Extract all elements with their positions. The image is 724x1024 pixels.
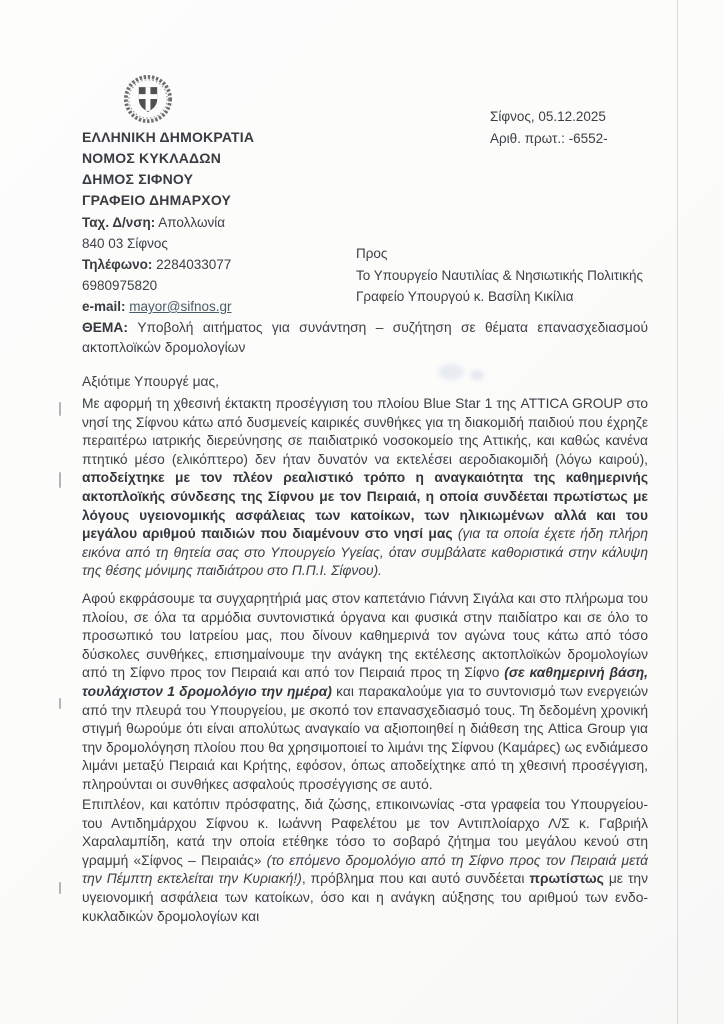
text-run: , πρόβλημα που και αυτό συνδέεται: [301, 871, 530, 887]
phone-value: 2284033077: [156, 257, 232, 272]
protocol-number: Αριθ. πρωτ.: -6552-: [490, 131, 608, 146]
org-line-office: ΓΡΑΦΕΙΟ ΔΗΜΑΡΧΟΥ: [82, 192, 232, 208]
subject-line: [82, 318, 648, 358]
body-paragraph-1: [82, 395, 648, 581]
to-label: Προς: [356, 246, 388, 261]
email-address: mayor@sifnos.gr: [129, 299, 232, 314]
org-line-republic: ΕΛΛΗΝΙΚΗ ΔΗΜΟΚΡΑΤΙΑ: [82, 129, 255, 145]
text-run: (το επόμενο δρομολόγιο από τη Σίφνο προς τον Πειραιά μετά την Πέμπτη εκτελείται την Κυριακή!): [82, 852, 648, 887]
sender-contact-block: [82, 212, 232, 317]
contact-address-line: [82, 212, 232, 233]
recipient-ministry: Το Υπουργείο Ναυτιλίας & Νησιωτικής Πολιτικής: [356, 267, 643, 283]
text-run: (σε καθημερινή βάση, τουλάχιστον 1 δρομολόγιο την ημέρα): [82, 665, 648, 699]
address-value: Απολλωνία: [158, 215, 226, 230]
contact-email-line: [82, 296, 232, 317]
sender-org-block: [82, 127, 254, 211]
text-run: αποδείχτηκε με τον πλέον ρεαλιστικό τρόπο η αναγκαιότητα της καθημερινής ακτοπλοϊκής σύνδεσης της Σίφνου με τον Πειραιά, η οποία συνδέεται πρωτίστως με λόγους υγειονομικής ασφάλειας των κατοίκων, των ηλικιωμένων αλλά και του μεγάλου αριθμού παιδιών που διαμένουν στο νησί μας: [82, 470, 648, 542]
scan-artifact: [59, 402, 61, 416]
phone-label: Τηλέφωνο:: [82, 257, 153, 272]
org-line-municipality: ΔΗΜΟΣ ΣΙΦΝΟΥ: [82, 171, 194, 187]
recipient-office: Γραφείο Υπουργού κ. Βασίλη Κικίλια: [356, 289, 574, 304]
salutation: Αξιότιμε Υπουργέ μας,: [82, 374, 220, 389]
recipient-block: [356, 243, 643, 308]
address-label: Ταχ. Δ/νση:: [82, 215, 156, 230]
place-date: Σίφνος, 05.12.2025: [490, 109, 606, 124]
org-line-prefecture: ΝΟΜΟΣ ΚΥΚΛΑΔΩΝ: [82, 150, 222, 166]
text-run: με την υγειονομική ασφάλεια των κατοίκων, όσο και η ανάγκη αύξησης του αριθμού των ενδο-κυκλαδικών δρομολογίων και: [82, 871, 648, 924]
text-run: πρωτίστως: [529, 871, 604, 887]
text-run: και παρακαλούμε για το συντονισμό των ενεργειών από την πλευρά του Υπουργείου, με σκοπό τον επανασχεδιασμό τους. Τη δεδομένη χρονική στιγμή θωρούμε ότι είναι απολύτως αναγκαίο να αξιοποιηθεί η διάθεση της Attica Group για την δρομολόγηση πλοίου που θα χρησιμοποιεί το λιμάνι της Σίφνου (Καμάρες) ως ενδιάμεσο λιμάνι μεταξύ Πειραιά και Κρήτης, εφόσον, όπως αποδείχτηκε από τη χθεσινή προσέγγιση, πληρούνται οι συνθήκες ασφαλούς προσέγγισης σε αυτό.: [82, 683, 648, 792]
scan-artifact: [59, 472, 61, 488]
text-run: Υποβολή αιτήματος για συνάντηση – συζήτηση σε θέματα επανασχεδιασμού ακτοπλοϊκών δρομολογίων: [82, 320, 648, 355]
postal-value: 840 03 Σίφνος: [82, 236, 168, 251]
text-run: Επιπλέον, και κατόπιν πρόσφατης, διά ζώσης, επικοινωνίας -στα γραφεία του Υπουργείου- του Αντιδημάρχου Σίφνου κ. Ιωάννη Ραφελέτου με τον Αντιπλοίαρχο Λ/Σ κ. Γαβριήλ Χαραλαμπίδη, κατά την οποία ετέθηκε τόσο το σοβαρό ζήτημα του μεγάλου κενού στη γραμμή «Σίφνος – Πειραιάς»: [82, 797, 648, 868]
greek-coat-of-arms-icon: [121, 72, 175, 126]
text-run: ΘΕΜΑ:: [82, 320, 138, 335]
scan-artifact: [59, 882, 61, 894]
date-protocol-block: [490, 106, 608, 150]
text-run: (για τα οποία έχετε ήδη πλήρη εικόνα από τη θητεία σας στο Υπουργείο Υγείας, όταν συμβάλατε καθοριστικά στην κάλυψη της θέσης μόνιμης παιδιάτρου στο Π.Π.Ι. Σίφνου).: [82, 526, 648, 579]
text-run: Με αφορμή τη χθεσινή έκτακτη προσέγγιση του πλοίου Blue Star 1 της ATTICA GROUP στο νησί της Σίφνου κάτω από δυσμενείς καιρικές συνθήκες για τη διακομιδή παιδιού που έχρηζε περαιτέρω ιατρικής διερεύνησης σε παιδιατρικό νοσοκομείο της Αττικής, και καθώς κανένα πτητικό μέσο (ελικόπτερο) δεν ήταν δυνατόν να εκτελέσει αεροδιακομιδή (λόγω καιρού),: [82, 396, 648, 467]
contact-postal-line: [82, 233, 232, 254]
contact-phone-line: [82, 254, 232, 275]
contact-mobile-line: [82, 275, 232, 296]
scan-artifact: [59, 698, 61, 709]
scan-edge-line: [677, 0, 678, 1024]
text-run: Αφού εκφράσουμε τα συγχαρητήριά μας στον καπετάνιο Γιάννη Σιγάλα και στο πλήρωμα του πλοίου, σε όλα τα αρμόδια συντονιστικά όργανα και φυσικά στην παιδίατρο και σε όλο το προσωπικό του Ιατρείου μας, που δίνουν καθημερινά τον αγώνα τους κάτω από τόσο δύσκολες συνθήκες, επισημαίνουμε την ανάγκη της εκτέλεσης ακτοπλοϊκών δρομολογίων από τη Σίφνο προς τον Πειραιά και από τον Πειραιά προς τη Σίφνο: [82, 591, 648, 681]
body-paragraph-3: [82, 796, 648, 926]
body-paragraph-2: [82, 590, 648, 795]
mobile-value: 6980975820: [82, 278, 158, 293]
email-label: e-mail:: [82, 299, 126, 314]
